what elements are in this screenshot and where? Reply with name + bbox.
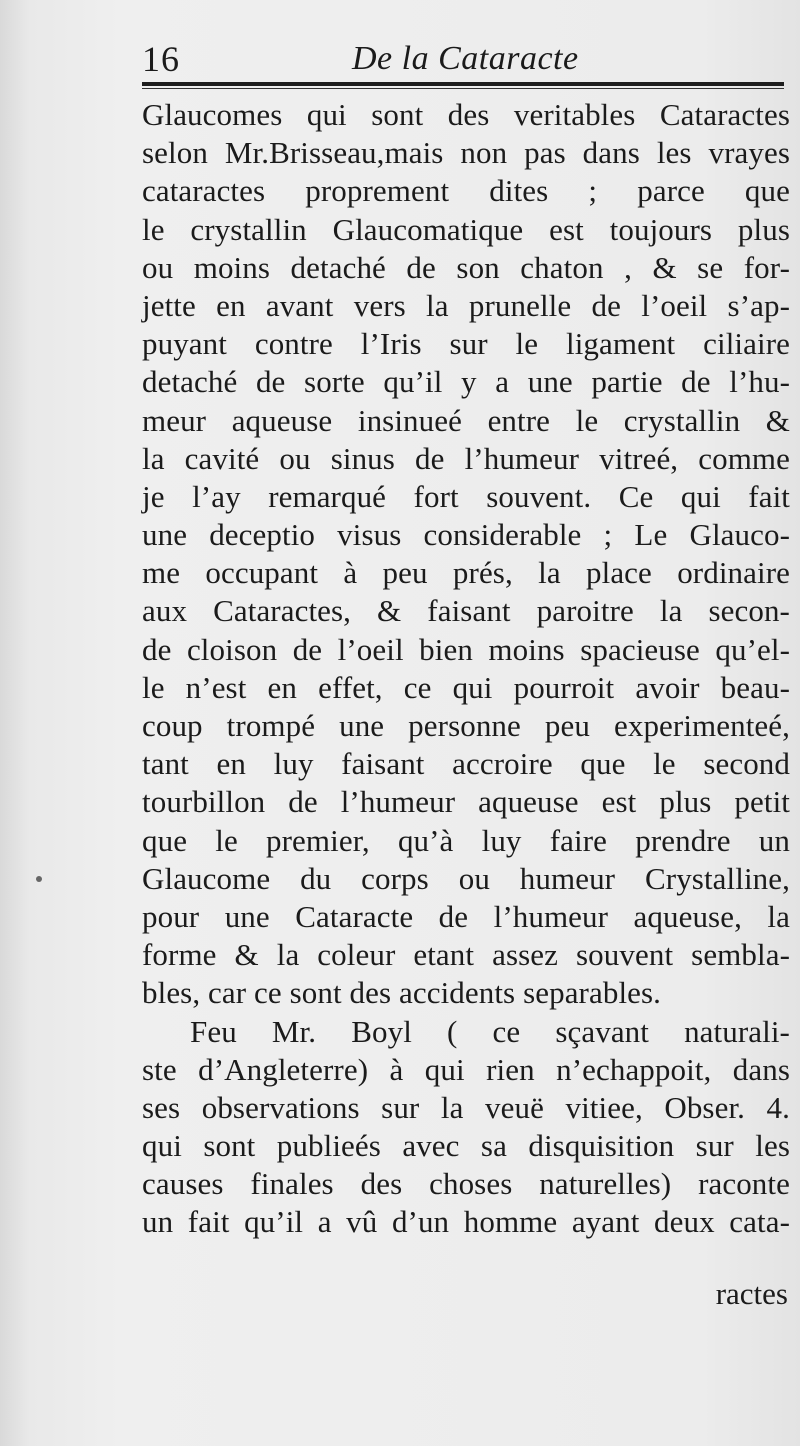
running-title: De la Cataracte bbox=[352, 40, 579, 77]
body-text bbox=[142, 96, 790, 1242]
text-line: le n’est en effet, ce qui pourroit avoir beau- bbox=[142, 669, 790, 705]
text-line: que le premier, qu’à luy faire prendre un bbox=[142, 822, 790, 858]
ink-spot bbox=[36, 876, 42, 882]
text-line: forme & la coleur etant assez souvent sembla- bbox=[142, 937, 790, 973]
text-line: me occupant à peu prés, la place ordinaire bbox=[142, 555, 790, 591]
text-line: meur aqueuse insinueé entre le crystallin & bbox=[142, 402, 790, 438]
page-number: 16 bbox=[142, 39, 180, 79]
text-line: aux Cataractes, & faisant paroitre la secon- bbox=[142, 593, 790, 629]
text-line: selon Mr.Brisseau,mais non pas dans les vrayes bbox=[142, 135, 790, 171]
text-line: Glaucome du corps ou humeur Crystalline, bbox=[142, 860, 790, 896]
text-line: la cavité ou sinus de l’humeur vitreé, comme bbox=[142, 440, 790, 476]
text-line: jette en avant vers la prunelle de l’oeil s’ap- bbox=[142, 287, 790, 323]
page-header bbox=[142, 38, 790, 79]
text-line: de cloison de l’oeil bien moins spacieuse qu’el- bbox=[142, 631, 790, 667]
text-line: je l’ay remarqué fort souvent. Ce qui fait bbox=[142, 478, 790, 514]
text-line: ste d’Angleterre) à qui rien n’echappoit, dans bbox=[142, 1051, 790, 1087]
text-line: detaché de sorte qu’il y a une partie de l’hu- bbox=[142, 364, 790, 400]
text-line: pour une Cataracte de l’humeur aqueuse, la bbox=[142, 898, 790, 934]
text-line: bles, car ce sont des accidents separables. bbox=[142, 975, 662, 1011]
text-line: coup trompé une personne peu experimenteé, bbox=[142, 708, 790, 743]
text-line: tant en luy faisant accroire que le second bbox=[142, 746, 790, 782]
text-line: une deceptio visus considerable ; Le Glauco- bbox=[142, 517, 790, 553]
text-line: Glaucomes qui sont des veritables Cataractes bbox=[142, 97, 790, 132]
text-line: tourbillon de l’humeur aqueuse est plus petit bbox=[142, 784, 790, 820]
text-line: le crystallin Glaucomatique est toujours plus bbox=[142, 211, 790, 247]
paragraph-first-line: Feu Mr. Boyl ( ce sçavant naturali- bbox=[190, 1013, 790, 1049]
header-rule bbox=[142, 82, 784, 86]
text-line: causes finales des choses naturelles) raconte bbox=[142, 1166, 790, 1202]
text-line: puyant contre l’Iris sur le ligament ciliaire bbox=[142, 326, 790, 362]
text-line: un fait qu’il a vû d’un homme ayant deux cata- bbox=[142, 1204, 790, 1240]
text-line: ou moins detaché de son chaton , & se for- bbox=[142, 249, 790, 285]
text-line: cataractes proprement dites ; parce que bbox=[142, 173, 790, 209]
catchword: ractes bbox=[715, 1276, 788, 1311]
text-line: ses observations sur la veuë vitiee, Obser. 4. bbox=[142, 1089, 790, 1125]
text-line: qui sont publieés avec sa disquisition sur les bbox=[142, 1128, 790, 1164]
header-rule-thin bbox=[142, 88, 784, 89]
